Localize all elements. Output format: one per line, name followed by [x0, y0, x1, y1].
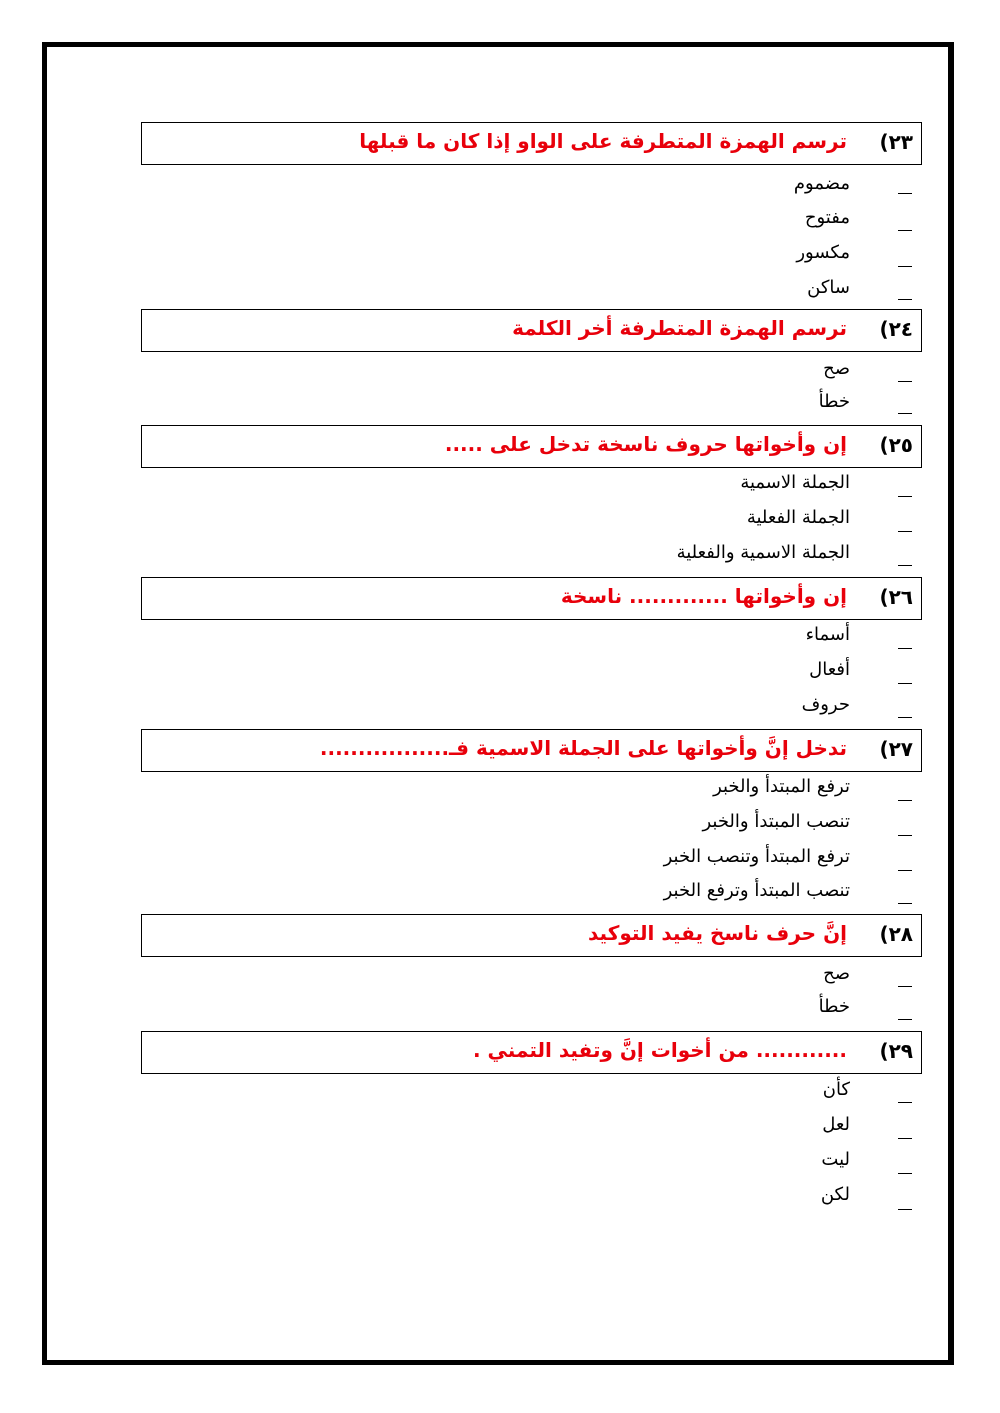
answer-blank[interactable] [898, 903, 912, 904]
answer-blank[interactable] [898, 870, 912, 871]
option-27-3[interactable]: ترفع المبتدأ وتنصب الخبر [663, 846, 850, 867]
option-26-1[interactable]: أسماء [805, 624, 850, 645]
answer-blank[interactable] [898, 531, 912, 532]
answer-blank[interactable] [898, 565, 912, 566]
option-26-3[interactable]: حروف [801, 694, 850, 715]
question-number: ٢٨) [879, 922, 913, 946]
option-29-2[interactable]: لعل [822, 1114, 850, 1135]
option-25-2[interactable]: الجملة الفعلية [746, 507, 850, 528]
option-25-3[interactable]: الجملة الاسمية والفعلية [676, 542, 850, 563]
answer-blank[interactable] [898, 683, 912, 684]
question-box-23 [141, 122, 922, 165]
question-number: ٢٤) [879, 317, 913, 341]
option-29-3[interactable]: ليت [821, 1149, 850, 1170]
question-number: ٢٩) [879, 1039, 913, 1063]
answer-blank[interactable] [898, 800, 912, 801]
option-26-2[interactable]: أفعال [809, 659, 850, 680]
answer-blank[interactable] [898, 1209, 912, 1210]
option-27-1[interactable]: ترفع المبتدأ والخبر [713, 776, 850, 797]
answer-blank[interactable] [898, 1138, 912, 1139]
answer-blank[interactable] [898, 230, 912, 231]
question-text: تدخل إنَّ وأخواتها على الجملة الاسمية فـ................. [319, 736, 847, 760]
question-text: إن وأخواتها حروف ناسخة تدخل على ..... [444, 432, 847, 456]
option-29-4[interactable]: لكن [820, 1184, 850, 1205]
answer-blank[interactable] [898, 381, 912, 382]
option-27-4[interactable]: تنصب المبتدأ وترفع الخبر [663, 880, 850, 901]
question-box-26 [141, 577, 922, 620]
option-23-1[interactable]: مضموم [793, 173, 850, 194]
answer-blank[interactable] [898, 496, 912, 497]
option-28-2[interactable]: خطأ [818, 996, 850, 1017]
question-text: ............ من أخوات إنَّ وتفيد التمني . [472, 1038, 847, 1062]
question-box-29 [141, 1031, 922, 1074]
answer-blank[interactable] [898, 986, 912, 987]
answer-blank[interactable] [898, 266, 912, 267]
question-number: ٢٦) [879, 585, 913, 609]
option-28-1[interactable]: صح [823, 963, 850, 984]
answer-blank[interactable] [898, 717, 912, 718]
question-text: إن وأخواتها ............. ناسخة [560, 584, 847, 608]
question-box-27 [141, 729, 922, 772]
answer-blank[interactable] [898, 1173, 912, 1174]
question-text: ترسم الهمزة المتطرفة على الواو إذا كان ما قبلها [359, 129, 847, 153]
option-29-1[interactable]: كأن [822, 1079, 850, 1100]
question-box-24 [141, 309, 922, 352]
question-number: ٢٣) [879, 130, 913, 154]
answer-blank[interactable] [898, 1019, 912, 1020]
question-number: ٢٧) [879, 737, 913, 761]
answer-blank[interactable] [898, 835, 912, 836]
question-box-28 [141, 914, 922, 957]
option-23-4[interactable]: ساكن [807, 277, 850, 298]
answer-blank[interactable] [898, 648, 912, 649]
option-23-2[interactable]: مفتوح [804, 207, 850, 228]
question-box-25 [141, 425, 922, 468]
answer-blank[interactable] [898, 1102, 912, 1103]
question-text: إنَّ حرف ناسخ يفيد التوكيد [587, 921, 847, 945]
option-25-1[interactable]: الجملة الاسمية [740, 472, 850, 493]
question-number: ٢٥) [879, 433, 913, 457]
option-27-2[interactable]: تنصب المبتدأ والخبر [702, 811, 850, 832]
option-24-2[interactable]: خطأ [818, 391, 850, 412]
question-text: ترسم الهمزة المتطرفة أخر الكلمة [512, 316, 847, 340]
answer-blank[interactable] [898, 413, 912, 414]
answer-blank[interactable] [898, 299, 912, 300]
option-24-1[interactable]: صح [823, 358, 850, 379]
option-23-3[interactable]: مكسور [796, 242, 850, 263]
answer-blank[interactable] [898, 193, 912, 194]
